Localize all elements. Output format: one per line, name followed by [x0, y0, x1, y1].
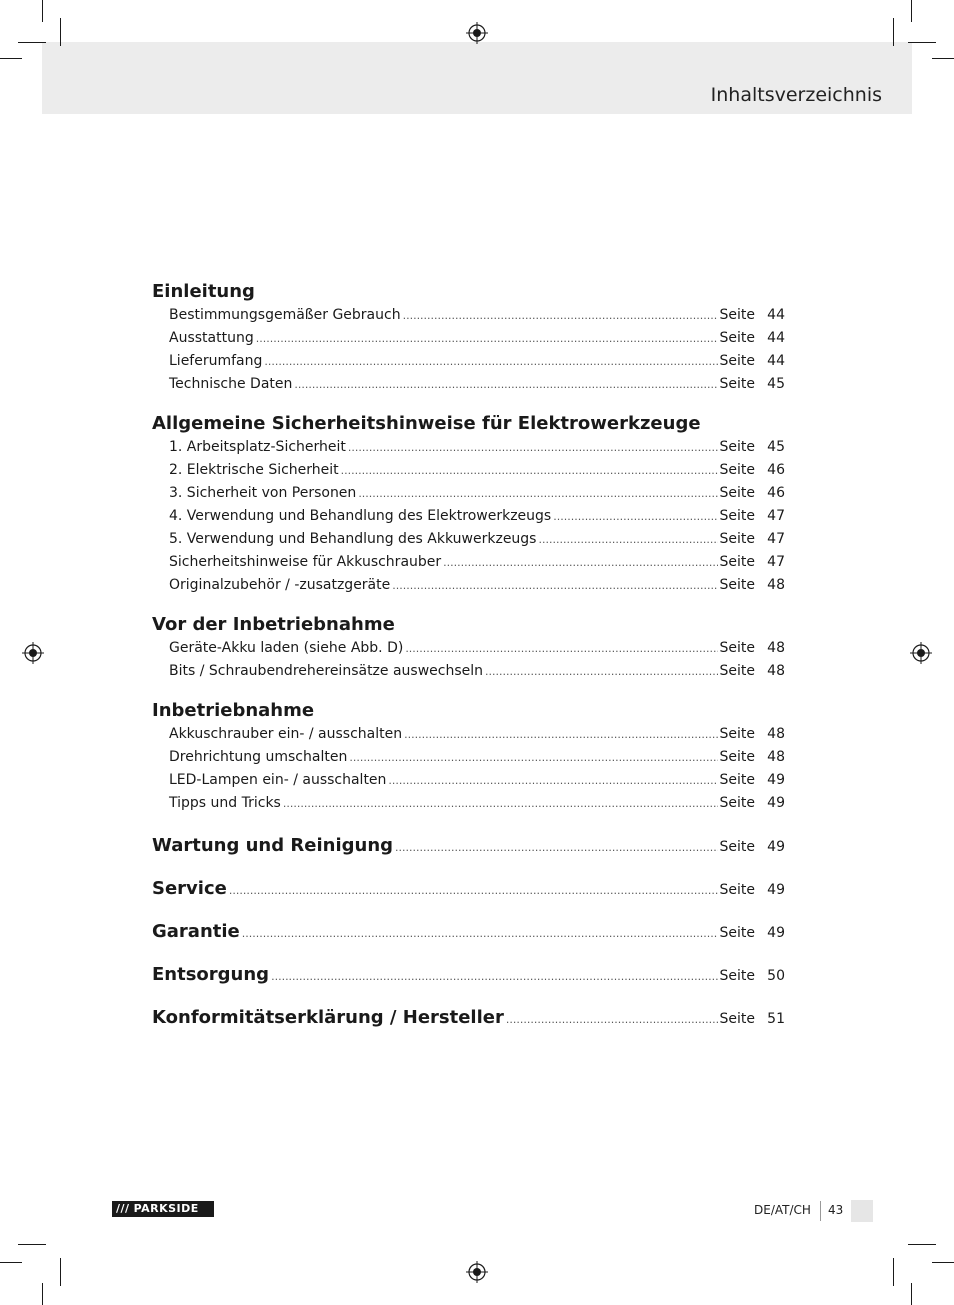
toc-entry[interactable] — [152, 528, 785, 551]
page-label: Seite — [719, 640, 755, 656]
crop-mark — [911, 0, 912, 22]
page-label: Seite — [719, 531, 755, 547]
entry-title: Technische Daten — [169, 376, 293, 392]
page-number: 48 — [767, 749, 785, 765]
crop-mark — [911, 1283, 912, 1305]
logo-slashes: /// — [116, 1202, 130, 1215]
registration-mark-icon — [466, 1261, 488, 1283]
crop-mark — [893, 1258, 894, 1286]
footer-tab — [851, 1200, 873, 1222]
page-label: Seite — [719, 485, 755, 501]
page-label: Seite — [719, 749, 755, 765]
page-label: Seite — [719, 439, 755, 455]
leader-dots — [358, 483, 717, 505]
toc-entry[interactable] — [152, 551, 785, 574]
page-label: Seite — [719, 968, 755, 984]
leader-dots — [294, 374, 717, 396]
section-heading: Inbetriebnahme — [152, 700, 315, 721]
crop-mark — [18, 1244, 46, 1245]
logo-text: PARKSIDE — [133, 1202, 199, 1215]
country-code: DE/AT/CH — [754, 1203, 811, 1217]
leader-dots — [388, 770, 717, 792]
entry-title: Originalzubehör / -zusatzgeräte — [169, 577, 391, 593]
leader-dots — [229, 884, 718, 897]
crop-mark — [893, 18, 894, 46]
leader-dots — [392, 575, 717, 597]
toc-entry[interactable] — [152, 436, 785, 459]
toc-main-entry[interactable] — [152, 964, 785, 985]
toc-entry[interactable] — [152, 350, 785, 373]
leader-dots — [538, 529, 717, 551]
page-number: 49 — [767, 772, 785, 788]
crop-mark — [42, 1283, 43, 1305]
toc-entry[interactable] — [152, 746, 785, 769]
section-heading: Allgemeine Sicherheitshinweise für Elektrowerkzeuge — [152, 413, 701, 434]
page-number: 48 — [767, 640, 785, 656]
leader-dots — [443, 552, 717, 574]
page-number: 48 — [767, 726, 785, 742]
crop-mark — [0, 1262, 22, 1263]
toc-entry[interactable] — [152, 637, 785, 660]
registration-mark-icon — [910, 642, 932, 664]
toc-main-entry[interactable] — [152, 878, 785, 899]
footer-divider — [820, 1201, 821, 1221]
registration-mark-icon — [22, 642, 44, 664]
page-number: 51 — [767, 1011, 785, 1027]
page-label: Seite — [719, 554, 755, 570]
leader-dots — [506, 1013, 718, 1026]
crop-mark — [42, 0, 43, 22]
entry-title: 3. Sicherheit von Personen — [169, 485, 357, 501]
toc-main-entry[interactable] — [152, 1007, 785, 1028]
crop-mark — [60, 18, 61, 46]
registration-mark-icon — [466, 22, 488, 44]
leader-dots — [264, 351, 717, 373]
page-number: 46 — [767, 485, 785, 501]
page-number: 44 — [767, 307, 785, 323]
entry-title: Bits / Schraubendrehereinsätze auswechseln — [169, 663, 484, 679]
leader-dots — [404, 724, 717, 746]
page-number: 50 — [767, 968, 785, 984]
page-number: 47 — [767, 531, 785, 547]
leader-dots — [242, 927, 718, 940]
toc-entry[interactable] — [152, 459, 785, 482]
toc-main-entry[interactable] — [152, 835, 785, 856]
table-of-contents — [152, 280, 785, 1050]
section-heading: Einleitung — [152, 281, 255, 302]
leader-dots — [256, 328, 718, 350]
leader-dots — [405, 638, 717, 660]
page-number: 45 — [767, 439, 785, 455]
page-label: Seite — [719, 795, 755, 811]
main-entry-title: Wartung und Reinigung — [152, 835, 394, 856]
leader-dots — [271, 970, 717, 983]
parkside-logo — [112, 1201, 214, 1217]
main-entry-title: Service — [152, 878, 227, 899]
page-number: 49 — [767, 795, 785, 811]
page-number: 48 — [767, 577, 785, 593]
page-number: 49 — [767, 925, 785, 941]
page-label: Seite — [719, 726, 755, 742]
entry-title: Sicherheitshinweise für Akkuschrauber — [169, 554, 442, 570]
page-label: Seite — [719, 839, 755, 855]
toc-entry[interactable] — [152, 660, 785, 683]
page-label: Seite — [719, 1011, 755, 1027]
page-number: 44 — [767, 353, 785, 369]
page-label: Seite — [719, 376, 755, 392]
crop-mark — [18, 42, 46, 43]
main-entry-title: Entsorgung — [152, 964, 270, 985]
page-number: 45 — [767, 376, 785, 392]
entry-title: Akkuschrauber ein- / ausschalten — [169, 726, 403, 742]
toc-main-entry[interactable] — [152, 921, 785, 942]
leader-dots — [395, 841, 717, 854]
page-number: 48 — [767, 663, 785, 679]
leader-dots — [348, 437, 718, 459]
section-heading: Vor der Inbetriebnahme — [152, 614, 395, 635]
toc-entry[interactable] — [152, 769, 785, 792]
page-label: Seite — [719, 508, 755, 524]
leader-dots — [553, 506, 717, 528]
toc-entry[interactable] — [152, 505, 785, 528]
entry-title: Tipps und Tricks — [169, 795, 281, 811]
entry-title: 5. Verwendung und Behandlung des Akkuwerkzeugs — [169, 531, 537, 547]
crop-mark — [932, 1262, 954, 1263]
page-label: Seite — [719, 882, 755, 898]
page-number: 49 — [767, 882, 785, 898]
toc-entry[interactable] — [152, 373, 785, 396]
page-number: 47 — [767, 554, 785, 570]
page-label: Seite — [719, 330, 755, 346]
entry-title: LED-Lampen ein- / ausschalten — [169, 772, 387, 788]
toc-section-sicherheitshinweise — [152, 412, 785, 597]
leader-dots — [485, 661, 717, 683]
entry-title: Drehrichtung umschalten — [169, 749, 348, 765]
toc-entry[interactable] — [152, 792, 785, 815]
leader-dots — [349, 747, 717, 769]
toc-entry[interactable] — [152, 482, 785, 505]
crop-mark — [60, 1258, 61, 1286]
main-entry-title: Garantie — [152, 921, 240, 942]
entry-title: Lieferumfang — [169, 353, 263, 369]
crop-mark — [908, 1244, 936, 1245]
leader-dots — [283, 793, 718, 815]
crop-mark — [0, 58, 22, 59]
entry-title: 1. Arbeitsplatz-Sicherheit — [169, 439, 346, 455]
page-label: Seite — [719, 577, 755, 593]
page-label: Seite — [719, 353, 755, 369]
toc-entry[interactable] — [152, 304, 785, 327]
main-entry-title: Konformitätserklärung / Hersteller — [152, 1007, 504, 1028]
entry-title: Bestimmungsgemäßer Gebrauch — [169, 307, 401, 323]
page-label: Seite — [719, 307, 755, 323]
page-number: 49 — [767, 839, 785, 855]
toc-entry[interactable] — [152, 327, 785, 350]
page-number-footer: 43 — [828, 1203, 844, 1217]
entry-title: 4. Verwendung und Behandlung des Elektrowerkzeugs — [169, 508, 552, 524]
toc-entry[interactable] — [152, 723, 785, 746]
page-number: 47 — [767, 508, 785, 524]
page-number: 44 — [767, 330, 785, 346]
leader-dots — [403, 305, 718, 327]
entry-title: Geräte-Akku laden (siehe Abb. D) — [169, 640, 404, 656]
page-label: Seite — [719, 772, 755, 788]
crop-mark — [908, 42, 936, 43]
leader-dots — [341, 460, 718, 482]
crop-mark — [932, 58, 954, 59]
toc-entry[interactable] — [152, 574, 785, 597]
page-number: 46 — [767, 462, 785, 478]
toc-section-inbetriebnahme — [152, 699, 785, 815]
toc-section-einleitung — [152, 280, 785, 396]
page-label: Seite — [719, 925, 755, 941]
toc-section-vor-inbetriebnahme — [152, 613, 785, 683]
page-label: Seite — [719, 663, 755, 679]
page-title: Inhaltsverzeichnis — [710, 84, 882, 106]
entry-title: 2. Elektrische Sicherheit — [169, 462, 339, 478]
page-label: Seite — [719, 462, 755, 478]
entry-title: Ausstattung — [169, 330, 254, 346]
